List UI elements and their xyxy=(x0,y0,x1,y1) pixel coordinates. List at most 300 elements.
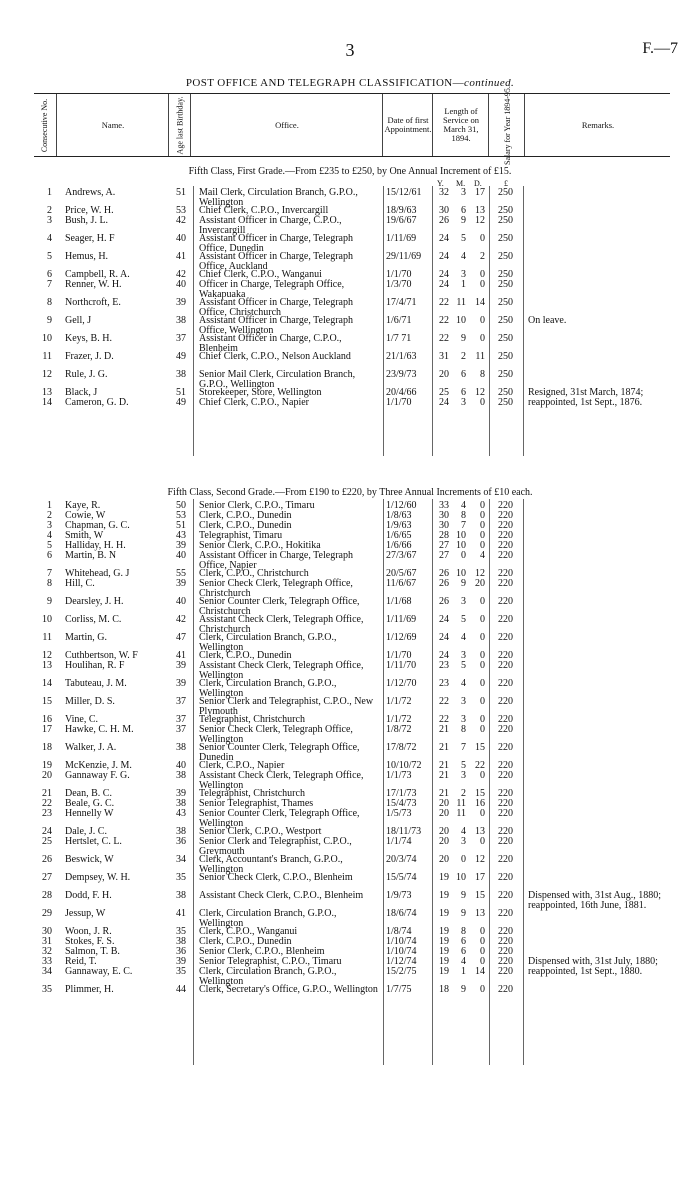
cell-salary: 220 xyxy=(498,500,513,511)
cell-no: 6 xyxy=(47,269,52,280)
cell-name: Cuthbertson, W. F xyxy=(65,650,138,661)
cell-y: 27 xyxy=(439,550,449,561)
cell-d: 8 xyxy=(480,369,485,380)
cell-no: 3 xyxy=(47,520,52,531)
cell-no: 23 xyxy=(42,808,52,819)
cell-y: 20 xyxy=(439,836,449,847)
cell-name: Walker, J. A. xyxy=(65,742,117,753)
cell-salary: 220 xyxy=(498,540,513,551)
cell-office: Senior Counter Clerk, Telegraph Office, Dunedin xyxy=(199,742,360,763)
cell-office: Assistant Officer in Charge, Telegraph Office, Napier xyxy=(199,550,353,571)
cell-name: Tabuteau, J. M. xyxy=(65,678,127,689)
cell-y: 22 xyxy=(439,696,449,707)
cell-no: 2 xyxy=(47,205,52,216)
cell-y: 21 xyxy=(439,760,449,771)
cell-age: 38 xyxy=(176,369,186,380)
cell-d: 0 xyxy=(480,984,485,995)
cell-no: 3 xyxy=(47,215,52,226)
cell-name: Woon, J. R. xyxy=(65,926,112,937)
cell-office: Assistant Officer in Charge, C.P.O., Invercargill xyxy=(199,215,342,236)
cell-y: 20 xyxy=(439,808,449,819)
cell-no: 15 xyxy=(42,696,52,707)
cell-age: 41 xyxy=(176,908,186,919)
cell-age: 35 xyxy=(176,926,186,937)
cell-y: 22 xyxy=(439,315,449,326)
cell-remarks: Dispensed with, 31st Aug., 1880; reappointed, 16th June, 1881. xyxy=(528,890,662,911)
cell-name: Dodd, F. H. xyxy=(65,890,112,901)
cell-date: 15/4/73 xyxy=(386,798,417,809)
cell-name: Campbell, R. A. xyxy=(65,269,130,280)
cell-d: 17 xyxy=(475,872,485,883)
cell-age: 39 xyxy=(176,788,186,799)
cell-office: Mail Clerk, Circulation Branch, G.P.O., Wellington xyxy=(199,187,358,208)
header-name: Name. xyxy=(56,94,169,156)
cell-date: 1/10/74 xyxy=(386,946,417,957)
column-rule xyxy=(523,499,524,1065)
cell-no: 12 xyxy=(42,650,52,661)
cell-office: Senior Counter Clerk, Telegraph Office, Christchurch xyxy=(199,596,360,617)
cell-date: 17/8/72 xyxy=(386,742,417,753)
cell-no: 28 xyxy=(42,890,52,901)
cell-no: 35 xyxy=(42,984,52,995)
cell-m: 10 xyxy=(456,872,466,883)
cell-date: 1/1/72 xyxy=(386,714,412,725)
unit-days: D. xyxy=(474,179,482,188)
cell-m: 5 xyxy=(461,614,466,625)
cell-name: Corliss, M. C. xyxy=(65,614,122,625)
header-length-of-service: Length of Service on March 31, 1894. xyxy=(432,94,489,156)
cell-d: 0 xyxy=(480,500,485,511)
cell-y: 19 xyxy=(439,908,449,919)
cell-d: 0 xyxy=(480,650,485,661)
cell-name: Hemus, H. xyxy=(65,251,109,262)
cell-salary: 220 xyxy=(498,632,513,643)
cell-salary: 250 xyxy=(498,215,513,226)
cell-y: 27 xyxy=(439,540,449,551)
cell-m: 7 xyxy=(461,520,466,531)
cell-date: 23/9/73 xyxy=(386,369,417,380)
cell-salary: 220 xyxy=(498,760,513,771)
column-rule xyxy=(432,186,433,456)
cell-salary: 220 xyxy=(498,596,513,607)
cell-no: 27 xyxy=(42,872,52,883)
cell-y: 30 xyxy=(439,510,449,521)
cell-name: Frazer, J. D. xyxy=(65,351,114,362)
cell-no: 2 xyxy=(47,510,52,521)
cell-salary: 220 xyxy=(498,742,513,753)
cell-no: 1 xyxy=(47,187,52,198)
cell-no: 5 xyxy=(47,540,52,551)
cell-m: 10 xyxy=(456,315,466,326)
cell-d: 0 xyxy=(480,660,485,671)
column-rule xyxy=(193,499,194,1065)
cell-age: 49 xyxy=(176,351,186,362)
cell-no: 7 xyxy=(47,279,52,290)
section-heading-first-grade: Fifth Class, First Grade.—From £235 to £250, by One Annual Increment of £15. xyxy=(188,166,512,177)
cell-office: Storekeeper, Store, Wellington xyxy=(199,387,322,398)
cell-name: Cameron, G. D. xyxy=(65,397,129,408)
cell-d: 0 xyxy=(480,714,485,725)
cell-m: 11 xyxy=(456,297,466,308)
cell-office: Telegraphist, Timaru xyxy=(199,530,283,541)
cell-date: 20/5/67 xyxy=(386,568,417,579)
document-reference: F.—7 xyxy=(642,40,678,57)
cell-salary: 220 xyxy=(498,714,513,725)
cell-date: 17/1/73 xyxy=(386,788,417,799)
cell-office: Clerk, Circulation Branch, G.P.O., Wellington xyxy=(199,908,337,929)
cell-salary: 220 xyxy=(498,578,513,589)
cell-office: Clerk, C.P.O., Dunedin xyxy=(199,650,292,661)
cell-d: 2 xyxy=(480,251,485,262)
cell-name: Gannaway, E. C. xyxy=(65,966,133,977)
cell-name: Hertslet, C. L. xyxy=(65,836,122,847)
cell-m: 4 xyxy=(461,251,466,262)
cell-salary: 220 xyxy=(498,956,513,967)
cell-age: 39 xyxy=(176,578,186,589)
cell-no: 18 xyxy=(42,742,52,753)
cell-d: 0 xyxy=(480,926,485,937)
cell-office: Clerk, C.P.O., Dunedin xyxy=(199,936,292,947)
header-salary: Salary for Year 1894-95. xyxy=(488,94,525,156)
cell-name: Whitehead, G. J xyxy=(65,568,130,579)
cell-age: 37 xyxy=(176,724,186,735)
cell-d: 12 xyxy=(475,387,485,398)
cell-age: 39 xyxy=(176,660,186,671)
cell-salary: 220 xyxy=(498,836,513,847)
cell-age: 43 xyxy=(176,808,186,819)
cell-y: 22 xyxy=(439,333,449,344)
cell-salary: 220 xyxy=(498,614,513,625)
cell-age: 43 xyxy=(176,530,186,541)
page-title xyxy=(0,77,700,89)
cell-no: 8 xyxy=(47,297,52,308)
cell-office: Senior Clerk and Telegraphist, C.P.O., New Plymouth xyxy=(199,696,374,717)
cell-y: 26 xyxy=(439,596,449,607)
cell-y: 24 xyxy=(439,614,449,625)
cell-date: 15/5/74 xyxy=(386,872,417,883)
cell-y: 24 xyxy=(439,233,449,244)
cell-age: 41 xyxy=(176,251,186,262)
cell-y: 20 xyxy=(439,369,449,380)
cell-age: 38 xyxy=(176,770,186,781)
cell-y: 26 xyxy=(439,578,449,589)
column-rule xyxy=(489,499,490,1065)
cell-no: 11 xyxy=(42,351,52,362)
cell-date: 1/11/69 xyxy=(386,614,417,625)
cell-date: 1/1/70 xyxy=(386,397,412,408)
cell-office: Clerk, C.P.O., Christchurch xyxy=(199,568,309,579)
cell-date: 1/6/65 xyxy=(386,530,412,541)
cell-date: 21/1/63 xyxy=(386,351,417,362)
cell-d: 0 xyxy=(480,540,485,551)
cell-d: 13 xyxy=(475,908,485,919)
cell-m: 4 xyxy=(461,632,466,643)
cell-date: 18/9/63 xyxy=(386,205,417,216)
cell-age: 40 xyxy=(176,279,186,290)
cell-no: 10 xyxy=(42,614,52,625)
cell-name: Jessup, W xyxy=(65,908,106,919)
cell-m: 10 xyxy=(456,568,466,579)
cell-office: Clerk, C.P.O., Dunedin xyxy=(199,520,292,531)
cell-office: Senior Check Clerk, C.P.O., Blenheim xyxy=(199,872,353,883)
table-header xyxy=(34,85,670,165)
cell-salary: 250 xyxy=(498,315,513,326)
cell-date: 1/1/70 xyxy=(386,269,412,280)
cell-d: 0 xyxy=(480,946,485,957)
cell-office: Senior Telegraphist, C.P.O., Timaru xyxy=(199,956,342,967)
cell-office: Officer in Charge, Telegraph Office, Wakapuaka xyxy=(199,279,345,300)
cell-office: Senior Check Clerk, Telegraph Office, Wellington xyxy=(199,724,353,745)
cell-age: 42 xyxy=(176,614,186,625)
cell-age: 51 xyxy=(176,520,186,531)
cell-no: 19 xyxy=(42,760,52,771)
header-consecutive-no: Consecutive No. xyxy=(40,98,50,152)
cell-m: 4 xyxy=(461,500,466,511)
cell-name: Plimmer, H. xyxy=(65,984,114,995)
cell-age: 38 xyxy=(176,826,186,837)
cell-no: 14 xyxy=(42,678,52,689)
cell-age: 42 xyxy=(176,269,186,280)
cell-no: 21 xyxy=(42,788,52,799)
cell-remarks: Resigned, 31st March, 1874; reappointed, 1st Sept., 1876. xyxy=(528,387,644,408)
cell-d: 12 xyxy=(475,568,485,579)
cell-d: 15 xyxy=(475,788,485,799)
cell-no: 29 xyxy=(42,908,52,919)
cell-age: 37 xyxy=(176,696,186,707)
cell-date: 20/3/74 xyxy=(386,854,417,865)
cell-y: 26 xyxy=(439,568,449,579)
cell-no: 11 xyxy=(42,632,52,643)
cell-d: 16 xyxy=(475,798,485,809)
cell-y: 18 xyxy=(439,984,449,995)
cell-age: 47 xyxy=(176,632,186,643)
cell-salary: 220 xyxy=(498,788,513,799)
cell-date: 1/11/70 xyxy=(386,660,417,671)
cell-date: 1/8/72 xyxy=(386,724,412,735)
cell-name: Beale, G. C. xyxy=(65,798,115,809)
cell-m: 0 xyxy=(461,550,466,561)
cell-y: 19 xyxy=(439,872,449,883)
cell-no: 30 xyxy=(42,926,52,937)
cell-office: Senior Counter Clerk, Telegraph Office, Wellington xyxy=(199,808,360,829)
cell-y: 32 xyxy=(439,187,449,198)
cell-no: 6 xyxy=(47,550,52,561)
cell-office: Clerk, Circulation Branch, G.P.O., Wellington xyxy=(199,632,337,653)
cell-office: Chief Clerk, C.P.O., Invercargill xyxy=(199,205,329,216)
cell-salary: 250 xyxy=(498,333,513,344)
cell-y: 19 xyxy=(439,966,449,977)
cell-salary: 220 xyxy=(498,984,513,995)
column-rule xyxy=(523,186,524,456)
column-rule xyxy=(193,186,194,456)
cell-office: Assistant Check Clerk, Telegraph Office, Wellington xyxy=(199,660,364,681)
cell-y: 30 xyxy=(439,205,449,216)
cell-name: Smith, W xyxy=(65,530,104,541)
cell-name: Chapman, G. C. xyxy=(65,520,130,531)
cell-d: 14 xyxy=(475,966,485,977)
cell-date: 17/4/71 xyxy=(386,297,417,308)
cell-no: 1 xyxy=(47,500,52,511)
cell-salary: 220 xyxy=(498,926,513,937)
cell-name: Martin, G. xyxy=(65,632,107,643)
cell-office: Assistant Check Clerk, Telegraph Office, Wellington xyxy=(199,770,364,791)
cell-d: 0 xyxy=(480,530,485,541)
cell-m: 8 xyxy=(461,510,466,521)
cell-date: 1/1/68 xyxy=(386,596,412,607)
cell-d: 0 xyxy=(480,279,485,290)
cell-name: Black, J xyxy=(65,387,98,398)
cell-y: 19 xyxy=(439,926,449,937)
cell-age: 55 xyxy=(176,568,186,579)
cell-name: Price, W. H. xyxy=(65,205,114,216)
cell-date: 19/6/67 xyxy=(386,215,417,226)
cell-no: 7 xyxy=(47,568,52,579)
cell-office: Clerk, C.P.O., Napier xyxy=(199,760,285,771)
cell-office: Chief Clerk, C.P.O., Nelson Auckland xyxy=(199,351,351,362)
cell-m: 10 xyxy=(456,530,466,541)
cell-salary: 250 xyxy=(498,369,513,380)
cell-y: 24 xyxy=(439,397,449,408)
cell-age: 53 xyxy=(176,510,186,521)
cell-d: 22 xyxy=(475,760,485,771)
header-date-appointment: Date of first Appointment. xyxy=(382,94,433,156)
cell-name: Martin, B. N xyxy=(65,550,117,561)
cell-date: 1/12/60 xyxy=(386,500,417,511)
cell-d: 13 xyxy=(475,205,485,216)
cell-name: Hawke, C. H. M. xyxy=(65,724,134,735)
column-rule xyxy=(489,186,490,456)
cell-age: 49 xyxy=(176,397,186,408)
cell-no: 32 xyxy=(42,946,52,957)
cell-m: 3 xyxy=(461,269,466,280)
cell-office: Chief Clerk, C.P.O., Wanganui xyxy=(199,269,322,280)
cell-m: 6 xyxy=(461,936,466,947)
cell-age: 38 xyxy=(176,742,186,753)
cell-salary: 220 xyxy=(498,530,513,541)
cell-y: 20 xyxy=(439,798,449,809)
cell-y: 19 xyxy=(439,946,449,957)
cell-age: 39 xyxy=(176,297,186,308)
cell-m: 3 xyxy=(461,836,466,847)
cell-salary: 220 xyxy=(498,872,513,883)
cell-age: 40 xyxy=(176,596,186,607)
cell-no: 17 xyxy=(42,724,52,735)
cell-d: 15 xyxy=(475,742,485,753)
cell-salary: 220 xyxy=(498,808,513,819)
cell-m: 9 xyxy=(461,333,466,344)
cell-no: 16 xyxy=(42,714,52,725)
cell-date: 1/12/69 xyxy=(386,632,417,643)
cell-date: 1/6/71 xyxy=(386,315,412,326)
cell-no: 4 xyxy=(47,233,52,244)
cell-m: 9 xyxy=(461,215,466,226)
cell-office: Senior Check Clerk, Telegraph Office, Christchurch xyxy=(199,578,353,599)
cell-date: 18/6/74 xyxy=(386,908,417,919)
cell-y: 23 xyxy=(439,678,449,689)
cell-d: 13 xyxy=(475,826,485,837)
cell-y: 24 xyxy=(439,279,449,290)
cell-date: 1/9/63 xyxy=(386,520,412,531)
cell-m: 6 xyxy=(461,369,466,380)
cell-m: 2 xyxy=(461,351,466,362)
cell-y: 21 xyxy=(439,770,449,781)
cell-age: 39 xyxy=(176,540,186,551)
cell-salary: 220 xyxy=(498,770,513,781)
cell-no: 22 xyxy=(42,798,52,809)
cell-y: 28 xyxy=(439,530,449,541)
cell-d: 0 xyxy=(480,596,485,607)
cell-date: 1/12/70 xyxy=(386,678,417,689)
cell-m: 3 xyxy=(461,397,466,408)
cell-name: Hill, C. xyxy=(65,578,95,589)
cell-d: 17 xyxy=(475,187,485,198)
cell-m: 3 xyxy=(461,770,466,781)
cell-d: 15 xyxy=(475,890,485,901)
cell-date: 15/12/61 xyxy=(386,187,422,198)
cell-date: 10/10/72 xyxy=(386,760,422,771)
cell-salary: 220 xyxy=(498,650,513,661)
cell-d: 20 xyxy=(475,578,485,589)
cell-office: Senior Clerk, C.P.O., Blenheim xyxy=(199,946,325,957)
cell-age: 38 xyxy=(176,936,186,947)
cell-remarks: Dispensed with, 31st July, 1880; reappointed, 1st Sept., 1880. xyxy=(528,956,658,977)
cell-salary: 220 xyxy=(498,696,513,707)
cell-m: 3 xyxy=(461,187,466,198)
cell-m: 11 xyxy=(456,798,466,809)
cell-m: 5 xyxy=(461,233,466,244)
cell-salary: 220 xyxy=(498,678,513,689)
cell-date: 1/3/70 xyxy=(386,279,412,290)
cell-salary: 250 xyxy=(498,279,513,290)
cell-salary: 220 xyxy=(498,936,513,947)
cell-age: 34 xyxy=(176,854,186,865)
cell-age: 38 xyxy=(176,798,186,809)
cell-no: 4 xyxy=(47,530,52,541)
column-rule xyxy=(432,499,433,1065)
cell-no: 24 xyxy=(42,826,52,837)
cell-d: 4 xyxy=(480,550,485,561)
cell-age: 35 xyxy=(176,966,186,977)
cell-salary: 250 xyxy=(498,187,513,198)
cell-office: Assistant Officer in Charge, Telegraph Office, Wellington xyxy=(199,315,353,336)
cell-d: 0 xyxy=(480,678,485,689)
cell-date: 29/11/69 xyxy=(386,251,422,262)
cell-name: Dearsley, J. H. xyxy=(65,596,124,607)
cell-name: Dean, B. C. xyxy=(65,788,112,799)
cell-name: Gell, J xyxy=(65,315,92,326)
cell-name: Dale, J. C. xyxy=(65,826,107,837)
cell-m: 7 xyxy=(461,742,466,753)
cell-age: 35 xyxy=(176,872,186,883)
cell-m: 6 xyxy=(461,387,466,398)
header-office: Office. xyxy=(190,94,383,156)
cell-name: Andrews, A. xyxy=(65,187,116,198)
cell-date: 20/4/66 xyxy=(386,387,417,398)
cell-m: 10 xyxy=(456,540,466,551)
cell-m: 6 xyxy=(461,205,466,216)
first-grade-table xyxy=(0,188,700,458)
cell-no: 10 xyxy=(42,333,52,344)
cell-no: 13 xyxy=(42,660,52,671)
unit-years: Y. xyxy=(437,179,444,188)
cell-date: 1/12/74 xyxy=(386,956,417,967)
cell-office: Clerk, Circulation Branch, G.P.O., Wellington xyxy=(199,678,337,699)
cell-d: 0 xyxy=(480,770,485,781)
cell-d: 0 xyxy=(480,520,485,531)
unit-pound: £ xyxy=(504,179,508,188)
cell-name: Beswick, W xyxy=(65,854,114,865)
cell-m: 5 xyxy=(461,760,466,771)
